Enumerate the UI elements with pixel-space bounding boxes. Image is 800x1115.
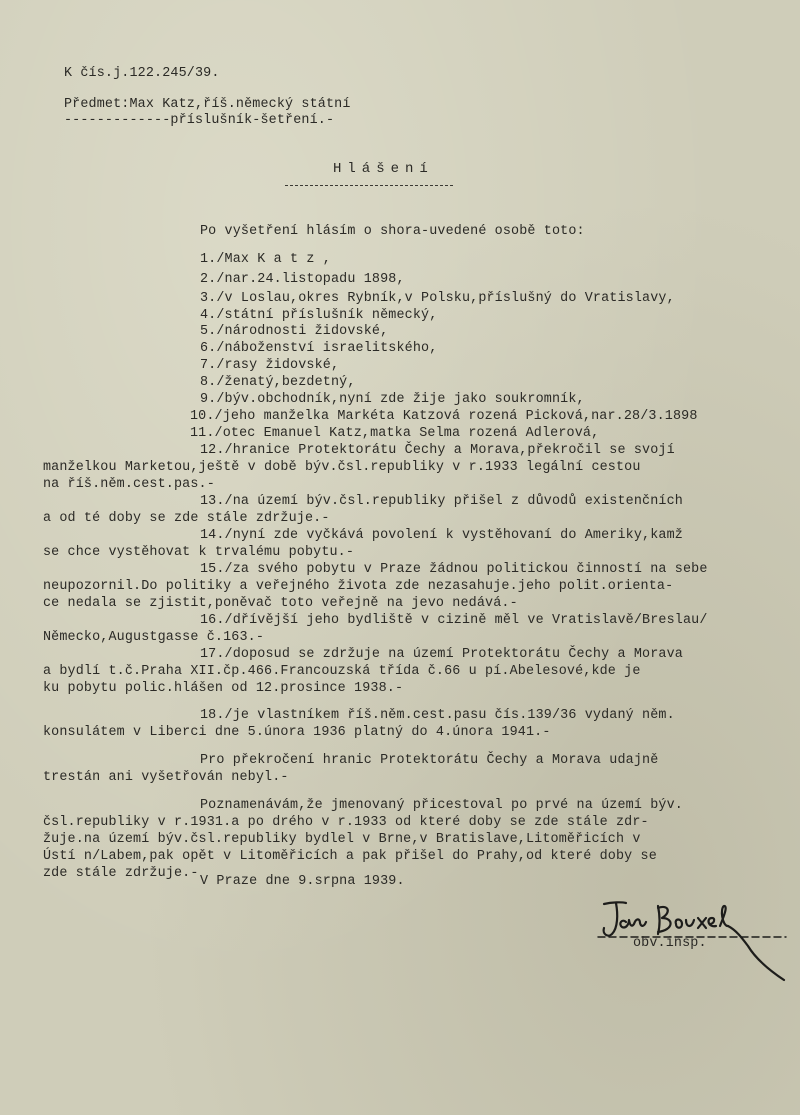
body-line-24: zde stále zdržuje.-	[43, 866, 199, 881]
subject-line-1: Předmet:Max Katz,říš.německý státní	[64, 97, 351, 112]
body-line-21: čsl.republiky v r.1931.a po drého v r.1933 od které doby se zde stále zdr-	[43, 815, 649, 830]
body-line-4: 13./na území býv.čsl.republiky přišel z důvodů existenčních	[200, 494, 683, 509]
item-1: 1./Max K a t z ,	[200, 252, 331, 267]
body-line-9: neupozornil.Do politiky a veřejného života zde nezasahuje.jeho polit.orienta-	[43, 579, 674, 594]
reference-number: K čís.j.122.245/39.	[64, 66, 220, 81]
body-line-23: Ústí n/Labem,pak opět v Litoměřicích a pak přišel do Prahy,od které doby se	[43, 849, 657, 864]
item-3: 3./v Loslau,okres Rybník,v Polsku,příslušný do Vratislavy,	[200, 291, 675, 306]
body-line-5: a od té doby se zde stále zdržuje.-	[43, 511, 330, 526]
body-line-10: ce nedala se zjistit,poněvač toto veřejně na jevo nedává.-	[43, 596, 518, 611]
title-underline	[285, 185, 453, 186]
intro-line: Po vyšetření hlásím o shora-uvedené osobě toto:	[200, 224, 585, 239]
body-line-22: žuje.na území býv.čsl.republiky bydlel v Brne,v Bratislave,Litoměřicích v	[43, 832, 641, 847]
body-line-6: 14./nyní zde vyčkává povolení k vystěhovaní do Ameriky,kamž	[200, 528, 683, 543]
item-5: 5./národnosti židovské,	[200, 324, 389, 339]
body-line-18: Pro překročení hranic Protektorátu Čechy a Morava udajně	[200, 753, 659, 768]
item-11: 11./otec Emanuel Katz,matka Selma rozená Adlerová,	[190, 426, 600, 441]
body-line-19: trestán ani vyšetřován nebyl.-	[43, 770, 289, 785]
body-line-15: ku pobytu polic.hlášen od 12.prosince 1938.-	[43, 681, 404, 696]
body-line-13: 17./doposud se zdržuje na území Protektorátu Čechy a Morava	[200, 647, 683, 662]
item-6: 6./náboženství israelitského,	[200, 341, 438, 356]
item-9: 9./býv.obchodník,nyní zde žije jako soukromník,	[200, 392, 585, 407]
body-line-16: 18./je vlastníkem říš.něm.cest.pasu čís.139/36 vydaný něm.	[200, 708, 675, 723]
item-8: 8./ženatý,bezdetný,	[200, 375, 356, 390]
item-7: 7./rasy židovské,	[200, 358, 340, 373]
body-line-1: 12./hranice Protektorátu Čechy a Morava,překročil se svojí	[200, 443, 675, 458]
place-date: V Praze dne 9.srpna 1939.	[200, 874, 405, 889]
body-line-11: 16./dřívější jeho bydliště v cizině měl ve Vratislavě/Breslau/	[200, 613, 708, 628]
body-line-8: 15./za svého pobytu v Praze žádnou politickou činností na sebe	[200, 562, 708, 577]
item-4: 4./státní příslušník německý,	[200, 308, 438, 323]
body-line-2: manželkou Marketou,ještě v době býv.čsl.republiky v r.1933 legální cestou	[43, 460, 641, 475]
signer-rank: obv.insp.	[633, 936, 707, 951]
item-10: 10./jeho manželka Markéta Katzová rozená Picková,nar.28/3.1898	[190, 409, 698, 424]
subject-line-2: -------------příslušník-šetření.-	[64, 113, 335, 128]
item-2: 2./nar.24.listopadu 1898,	[200, 272, 405, 287]
body-line-3: na říš.něm.cest.pas.-	[43, 477, 215, 492]
body-line-20: Poznamenávám,že jmenovaný přicestoval po prvé na území býv.	[200, 798, 683, 813]
body-line-12: Německo,Augustgasse č.163.-	[43, 630, 265, 645]
body-line-14: a bydlí t.č.Praha XII.čp.466.Francouzská třída č.66 u pí.Abelesové,kde je	[43, 664, 641, 679]
body-line-17: konsulátem v Liberci dne 5.února 1936 platný do 4.února 1941.-	[43, 725, 551, 740]
body-line-7: se chce vystěhovat k trvalému pobytu.-	[43, 545, 355, 560]
document-title: Hlášení	[333, 161, 434, 177]
